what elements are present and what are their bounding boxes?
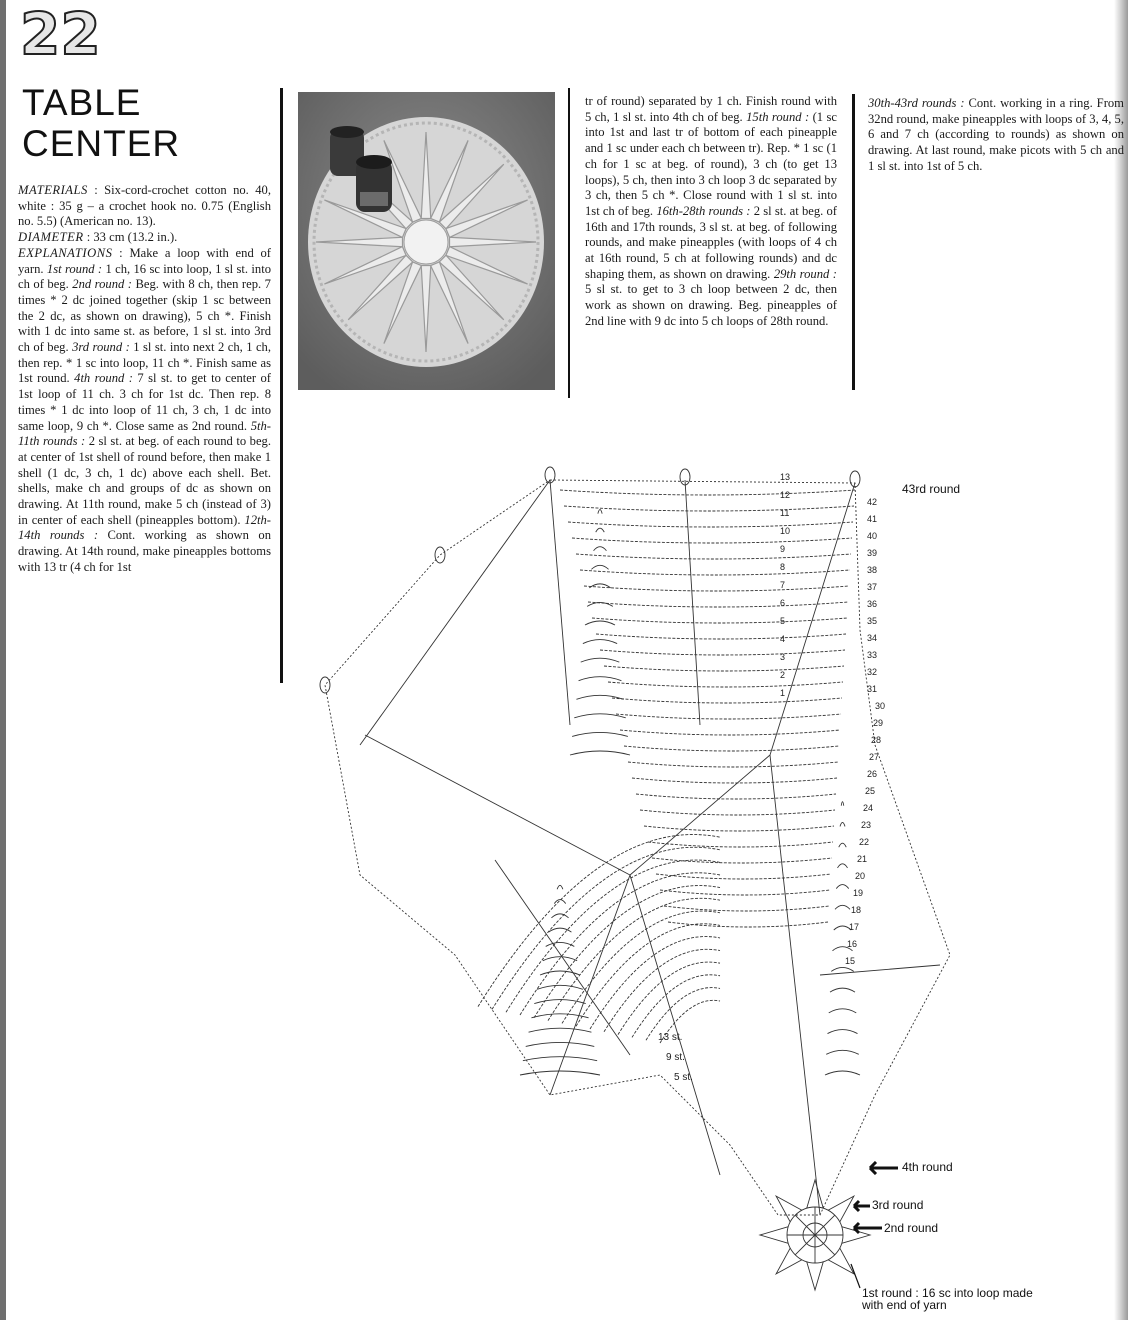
- diagram-round-number: 38: [867, 565, 878, 575]
- diagram-pineapple-loop: [557, 885, 563, 889]
- explanations-heading: EXPLANATIONS: [18, 245, 113, 260]
- diagram-pineapple-loop: [551, 914, 568, 918]
- diagram-picot: [320, 677, 330, 693]
- diagram-chain-row: [588, 602, 848, 607]
- diagram-pineapple-loop: [572, 732, 628, 736]
- diagram-picot: [435, 547, 445, 563]
- instructions-column-2: [585, 94, 837, 330]
- diagram-pineapple-loop: [836, 885, 849, 889]
- diagram-pineapple-loop: [598, 510, 602, 514]
- round-4-heading: 4th round :: [74, 371, 133, 386]
- diagram-guide-line: [630, 875, 720, 1175]
- diagram-chain-row: [596, 634, 846, 639]
- diagram-fan-row: [492, 847, 720, 1009]
- diagram-pineapple-loop: [546, 942, 575, 946]
- diagram-center-petal: [807, 1180, 824, 1208]
- diagram-chain-row: [608, 682, 843, 687]
- arrow-left-icon: [846, 1221, 884, 1235]
- explanations-paragraph: [18, 246, 271, 576]
- diagram-row-number: 9: [780, 544, 786, 554]
- diagram-chain-row: [632, 778, 837, 783]
- diagram-pineapple-loop: [831, 967, 854, 971]
- diagram-stitch-label: 9 st.: [666, 1052, 685, 1063]
- diagram-guide-line: [820, 965, 940, 975]
- diagram-round-number: 31: [867, 684, 878, 694]
- materials-heading: MATERIALS: [18, 183, 88, 197]
- diagram-chain-row: [564, 506, 854, 511]
- diagram-round-number: 27: [869, 752, 880, 762]
- diagram-chain-row: [616, 714, 841, 719]
- diagram-chain-row: [572, 538, 852, 543]
- diagram-pineapple-loop: [594, 547, 607, 551]
- diagram-pineapple-loop: [829, 1009, 857, 1013]
- diameter-paragraph: [18, 230, 271, 246]
- diagram-round-number: 18: [851, 905, 862, 915]
- diagram-stitch-label: 13 st.: [658, 1032, 683, 1043]
- round-2-heading: 2nd round :: [72, 277, 132, 292]
- diagram-round-number: 16: [847, 939, 858, 949]
- diagram-pineapple-loop: [839, 843, 847, 847]
- diagram-round-number: 24: [863, 803, 874, 813]
- diagram-pineapple-loop: [826, 1050, 859, 1054]
- diagram-round-number: 17: [849, 922, 860, 932]
- page-number: 22: [20, 0, 101, 68]
- diagram-chain-row: [660, 890, 830, 895]
- crochet-diagram: [300, 455, 1110, 1315]
- diagram-guide-line: [685, 480, 700, 725]
- instructions-column-3: [868, 96, 1124, 175]
- diagram-round-number: 37: [867, 582, 878, 592]
- arrow-left-icon: [848, 1199, 872, 1213]
- diagram-chain-row: [640, 810, 835, 815]
- round-30-43-heading: 30th-43rd rounds :: [868, 96, 965, 110]
- diagram-pineapple-loop: [596, 528, 605, 532]
- diagram-row-number: 8: [780, 562, 786, 572]
- diagram-chain-row: [628, 762, 838, 767]
- diagram-chain-row: [656, 874, 831, 879]
- diagram-pineapple-loop: [841, 802, 844, 806]
- column-rule-1: [280, 88, 283, 683]
- round-5-11-text: 2 sl st. at beg. of each round to beg. at center of 1st shell of round before, then make 1 shell (1 dc, 3 ch, 1 dc) above each shell. Bet. shells, make ch and groups of dc as shown on drawing. At 11th round, make 5 ch (instead of 3) in center of each shell (pineapples bottom).: [18, 434, 271, 527]
- diagram-guide-line: [360, 480, 550, 745]
- diagram-chain-row: [644, 826, 834, 831]
- round-16-28-heading: 16th-28th rounds :: [656, 203, 751, 218]
- diagram-center-spoke: [795, 1215, 815, 1235]
- column-rule-3: [852, 94, 855, 390]
- label-43rd-round: 43rd round: [902, 482, 961, 496]
- diagram-row-number: 6: [780, 598, 786, 608]
- diagram-round-number: 22: [859, 837, 870, 847]
- page-title: [22, 82, 262, 164]
- diagram-pineapple-loop: [534, 1000, 585, 1004]
- round-5-11-heading: 5th-11th rounds :: [18, 418, 271, 449]
- diagram-pineapple-loop: [570, 751, 630, 755]
- label-1st-round-line-1: 1st round : 16 sc into loop made: [862, 1286, 1033, 1300]
- diagram-chain-row: [604, 666, 844, 671]
- diagram-chain-row: [580, 570, 850, 575]
- instructions-column-1: [18, 183, 271, 576]
- diagram-chain-row: [584, 586, 849, 591]
- diagram-pineapple-loop: [591, 565, 608, 569]
- diagram-pineapple-loop: [825, 1071, 860, 1075]
- diagram-chain-row: [568, 522, 853, 527]
- col3-paragraph: [868, 96, 1124, 175]
- diameter-text: : 33 cm (13.2 in.).: [86, 230, 178, 245]
- diagram-chain-row: [648, 842, 833, 847]
- diagram-center-petal: [807, 1262, 824, 1290]
- diagram-fan-row: [618, 962, 720, 1035]
- diagram-center-petal: [760, 1227, 788, 1244]
- diagram-fan-row: [576, 924, 720, 1026]
- diagram-picot: [850, 471, 860, 487]
- diagram-chain-row: [612, 698, 842, 703]
- explanations-text: : Make a loop with end of yarn.: [18, 245, 272, 276]
- diagram-row-number: 5: [780, 616, 786, 626]
- diagram-row-number: 12: [780, 490, 791, 500]
- diagram-row-number: 3: [780, 652, 786, 662]
- diagram-pineapple-loop: [583, 640, 617, 644]
- round-12-14-heading: 12th-14th rounds :: [18, 512, 271, 543]
- round-3-text: 1 sl st. into next 2 ch, 1 ch, then rep. * 1 sc into loop, 11 ch *. Finish same as 1st round.: [18, 340, 271, 386]
- diagram-chain-row: [636, 794, 836, 799]
- label-4th-round: 4th round: [902, 1160, 953, 1174]
- diagram-chain-row: [592, 618, 847, 623]
- diagram-pineapple-loop: [840, 822, 845, 826]
- diagram-pineapple-loop: [520, 1071, 600, 1075]
- arrow-left-icon: [860, 1161, 900, 1175]
- col2-paragraph: [585, 94, 837, 330]
- title-line-1: TABLE: [22, 82, 142, 123]
- round-3-heading: 3rd round :: [72, 340, 130, 355]
- diagram-pineapple-loop: [523, 1057, 597, 1061]
- round-29-text: 5 sl st. to get to 3 ch loop between 2 dc, then work as shown on drawing. Beg. pineapples of 2nd line with 9 dc into 5 ch loops of 28th round.: [585, 282, 837, 328]
- diagram-center-spoke: [795, 1235, 815, 1255]
- diagram-round-number: 20: [855, 871, 866, 881]
- diagram-round-number: 21: [857, 854, 868, 864]
- diagram-pineapple-loop: [835, 905, 850, 909]
- materials-paragraph: [18, 183, 271, 230]
- diagram-round-number: 19: [853, 888, 864, 898]
- diagram-chain-row: [600, 650, 845, 655]
- diagram-outline: [325, 480, 950, 1215]
- round-1-text: 1 ch, 16 sc into loop, 1 sl st. into ch of beg.: [18, 261, 272, 292]
- binding-shadow: [0, 0, 6, 1320]
- diagram-round-number: 40: [867, 531, 878, 541]
- diagram-round-number: 30: [875, 701, 886, 711]
- diagram-round-number: 41: [867, 514, 878, 524]
- round-30-43-text: Cont. working in a ring. From 32nd round, make pineapples with loops of 3, 4, 5, 6 and 7 ch (according to rounds) as shown on drawing. At last round, make picots with 5 ch and 1 sl st. into 1st of 5 ch.: [868, 96, 1124, 173]
- diagram-fan-row: [604, 949, 720, 1031]
- diagram-round-number: 29: [873, 718, 884, 728]
- diagram-pineapple-loop: [581, 658, 620, 662]
- diagram-row-number: 4: [780, 634, 786, 644]
- diagram-row-number: 11: [780, 508, 790, 518]
- round-12-14-text: Cont. working as shown on drawing. At 14th round, make pineapples bottoms with 13 tr (4 ch for 1st: [18, 528, 271, 574]
- diagram-chain-row: [620, 730, 840, 735]
- diagram-round-number: 28: [871, 735, 882, 745]
- diagram-round-number: 15: [845, 956, 856, 966]
- diagram-row-number: 13: [780, 472, 791, 482]
- doily-photo-image: [298, 92, 555, 390]
- column-rule-2: [568, 88, 570, 398]
- diameter-heading: DIAMETER: [18, 230, 84, 245]
- diagram-round-number: 39: [867, 548, 878, 558]
- diagram-round-number: 25: [865, 786, 876, 796]
- round-2-text: Beg. with 8 ch, then rep. 7 times * 2 dc joined together (skip 1 sc between the 2 dc, as shown on drawing), 5 ch *. Finish with 1 dc into same st. as before, 1 sl st. into 3rd ch of beg.: [18, 277, 271, 355]
- diagram-pineapple-loop: [554, 900, 565, 904]
- diagram-pineapple-loop: [537, 985, 583, 989]
- diagram-guide-line: [770, 755, 820, 1215]
- diagram-center-spoke: [815, 1235, 835, 1255]
- diagram-pineapple-loop: [526, 1042, 595, 1046]
- round-15-heading: 15th round :: [746, 109, 810, 124]
- diagram-round-number: 33: [867, 650, 878, 660]
- diagram-fan-row: [534, 886, 720, 1018]
- diagram-chain-row: [624, 746, 839, 751]
- col2-continuation: tr of round) separated by 1 ch. Finish round with 5 ch, 1 sl st. into 4th ch of beg.: [585, 94, 837, 124]
- diagram-round-number: 42: [867, 497, 878, 507]
- diagram-row-number: 7: [780, 580, 786, 590]
- diagram-round-number: 26: [867, 769, 878, 779]
- diagram-pineapple-loop: [579, 677, 622, 681]
- diagram-round-number: 23: [861, 820, 872, 830]
- round-29-heading: 29th round :: [773, 266, 837, 281]
- diagram-pineapple-loop: [585, 621, 615, 625]
- diagram-row-number: 2: [780, 670, 786, 680]
- title-line-2: CENTER: [22, 123, 181, 164]
- diagram-guide-line: [550, 480, 570, 725]
- diagram-chain-row: [576, 554, 851, 559]
- diagram-row-number: 10: [780, 526, 791, 536]
- page-edge-shadow: [1114, 0, 1128, 1320]
- diagram-chain-row: [652, 858, 832, 863]
- diagram-pineapple-loop: [531, 1014, 588, 1018]
- diagram-pineapple-loop: [529, 1028, 592, 1032]
- diagram-round-number: 34: [867, 633, 878, 643]
- round-15-text: (1 sc into 1st and last tr of bottom of each pineapple and 1 sc under each ch between tr). Rep. * 1 sc (1 ch for 1 sc at beg. of round), 3 ch (to get 13 loops), 5 ch, then into 3 ch loop 3 dc separated by 3 ch, then 5 ch *. Close round with 1 sl st. into 1st ch of beg.: [585, 109, 837, 218]
- crochet-chart: [300, 455, 1110, 1315]
- diagram-round-number: 35: [867, 616, 878, 626]
- diagram-pineapple-loop: [587, 602, 613, 606]
- diagram-center-spoke: [815, 1215, 835, 1235]
- diagram-round-number: 32: [867, 667, 878, 677]
- diagram-guide-line: [365, 735, 630, 875]
- round-1-heading: 1st round :: [46, 261, 103, 276]
- round-4-text: 7 sl st. to get to center of 1st loop of 11 ch. 3 ch for 1st dc. Then rep. 8 times * 1 dc into loop of 11 ch, 3 ch, 1 dc into same loop, 9 ch *. Close same as 2nd round.: [18, 371, 272, 433]
- pointer-line-icon: [848, 1262, 866, 1290]
- diagram-chain-row: [560, 490, 855, 495]
- materials-text: : Six-cord-crochet cotton no. 40, white : 35 g – a crochet hook no. 0.75 (English no. 5.5) (American no. 13).: [18, 183, 271, 229]
- diagram-pineapple-loop: [838, 864, 848, 868]
- diagram-stitch-label: 5 st.: [674, 1072, 693, 1083]
- doily-photo: [298, 92, 555, 390]
- label-3rd-round: 3rd round: [872, 1198, 924, 1212]
- diagram-fan-row: [590, 937, 720, 1029]
- diagram-pineapple-loop: [830, 988, 855, 992]
- round-16-28-text: 2 sl st. at beg. of 16th and 17th rounds, 3 sl st. at beg. of following rounds, and make pineapples (with loops of 4 ch at 16th round, 5 ch at following rounds) and dc shaping them, as shown on drawing.: [585, 203, 837, 281]
- diagram-chain-row: [664, 906, 829, 911]
- diagram-row-number: 1: [780, 688, 786, 698]
- diagram-pineapple-loop: [828, 1030, 858, 1034]
- diagram-round-number: 36: [867, 599, 878, 609]
- label-1st-round-line-2: with end of yarn: [862, 1298, 947, 1312]
- label-2nd-round: 2nd round: [884, 1221, 939, 1235]
